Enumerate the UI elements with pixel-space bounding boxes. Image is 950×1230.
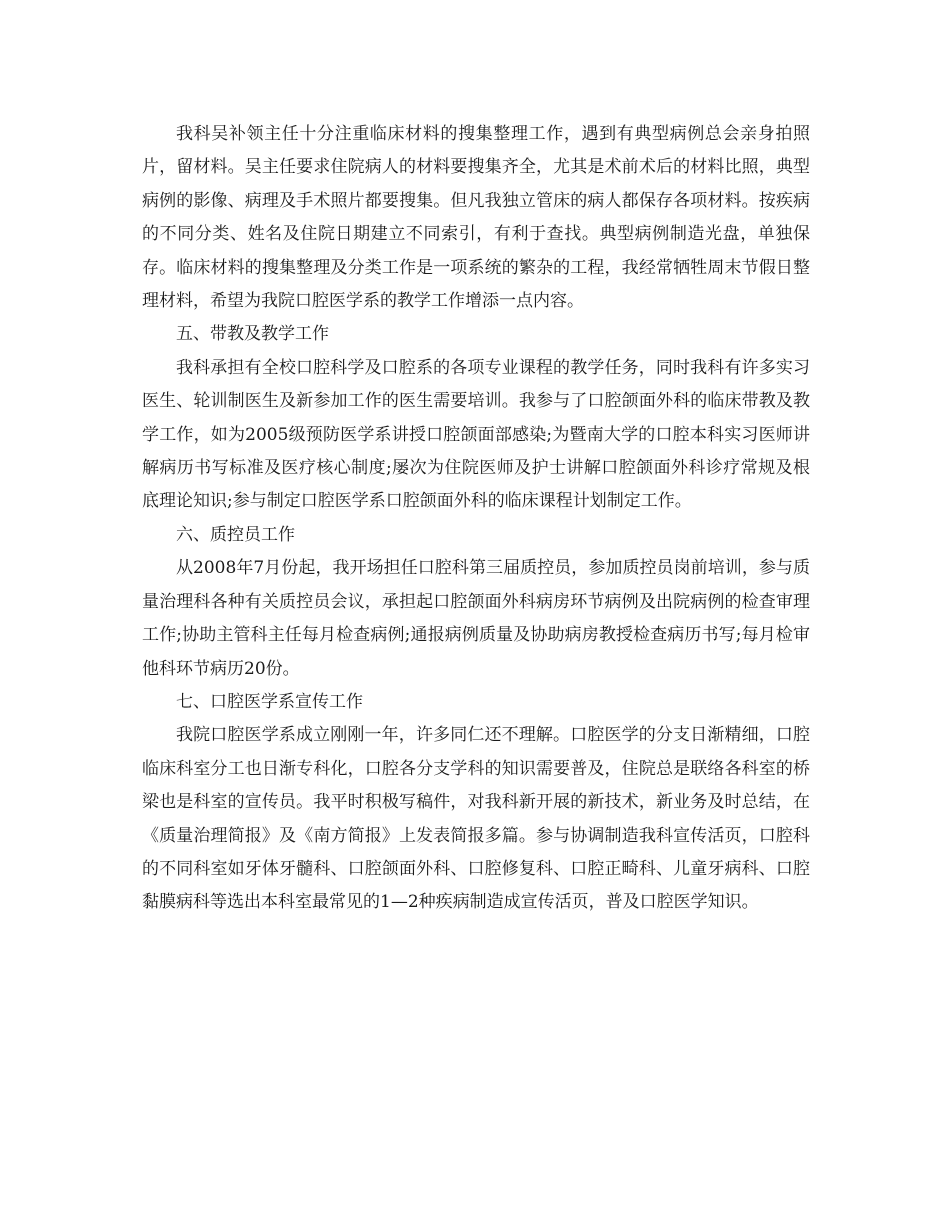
section-heading-publicity: 七、口腔医学系宣传工作 [176, 691, 363, 712]
document-body [142, 118, 810, 920]
paragraph-teaching: 我科承担有全校口腔科学及口腔系的各项专业课程的教学任务，同时我科有许多实习医生、轮训制医生及新参加工作的医生需要培训。我参与了口腔颌面外科的临床带教及教学工作，如为2005级预防医学系讲授口腔颌面部感染;为暨南大学的口腔本科实习医师讲解病历书写标准及医疗核心制度;屡次为住院医师及护士讲解口腔颌面外科诊疗常规及根底理论知识;参与制定口腔医学系口腔颌面外科的临床课程计划制定工作。 [142, 357, 810, 512]
section-heading-quality-control: 六、质控员工作 [176, 524, 295, 545]
paragraph-quality-control: 从2008年7月份起，我开场担任口腔科第三届质控员，参加质控员岗前培训，参与质量治理科各种有关质控员会议，承担起口腔颌面外科病房环节病例及出院病例的检查审理工作;协助主管科主任每月检查病例;通报病例质量及协助病房教授检查病历书写;每月检审他科环节病历20份。 [142, 558, 810, 679]
section-heading-teaching: 五、带教及教学工作 [176, 324, 329, 345]
paragraph-publicity: 我院口腔医学系成立刚刚一年，许多同仁还不理解。口腔医学的分支日渐精细，口腔临床科室分工也日渐专科化，口腔各分支学科的知识需要普及，住院总是联络各科室的桥梁也是科室的宣传员。我平时积极写稿件，对我科新开展的新技术，新业务及时总结，在《质量治理简报》及《南方简报》上发表简报多篇。参与协调制造我科宣传活页，口腔科的不同科室如牙体牙髓科、口腔颌面外科、口腔修复科、口腔正畸科、儿童牙病科、口腔黏膜病科等选出本科室最常见的1—2种疾病制造成宣传活页，普及口腔医学知识。 [142, 725, 810, 913]
paragraph-clinical-materials: 我科吴补领主任十分注重临床材料的搜集整理工作，遇到有典型病例总会亲身拍照片，留材料。吴主任要求住院病人的材料要搜集齐全，尤其是术前术后的材料比照，典型病例的影像、病理及手术照片都要搜集。但凡我独立管床的病人都保存各项材料。按疾病的不同分类、姓名及住院日期建立不同索引，有利于查找。典型病例制造光盘，单独保存。临床材料的搜集整理及分类工作是一项系统的繁杂的工程，我经常牺牲周末节假日整理材料，希望为我院口腔医学系的教学工作增添一点内容。 [142, 124, 810, 312]
